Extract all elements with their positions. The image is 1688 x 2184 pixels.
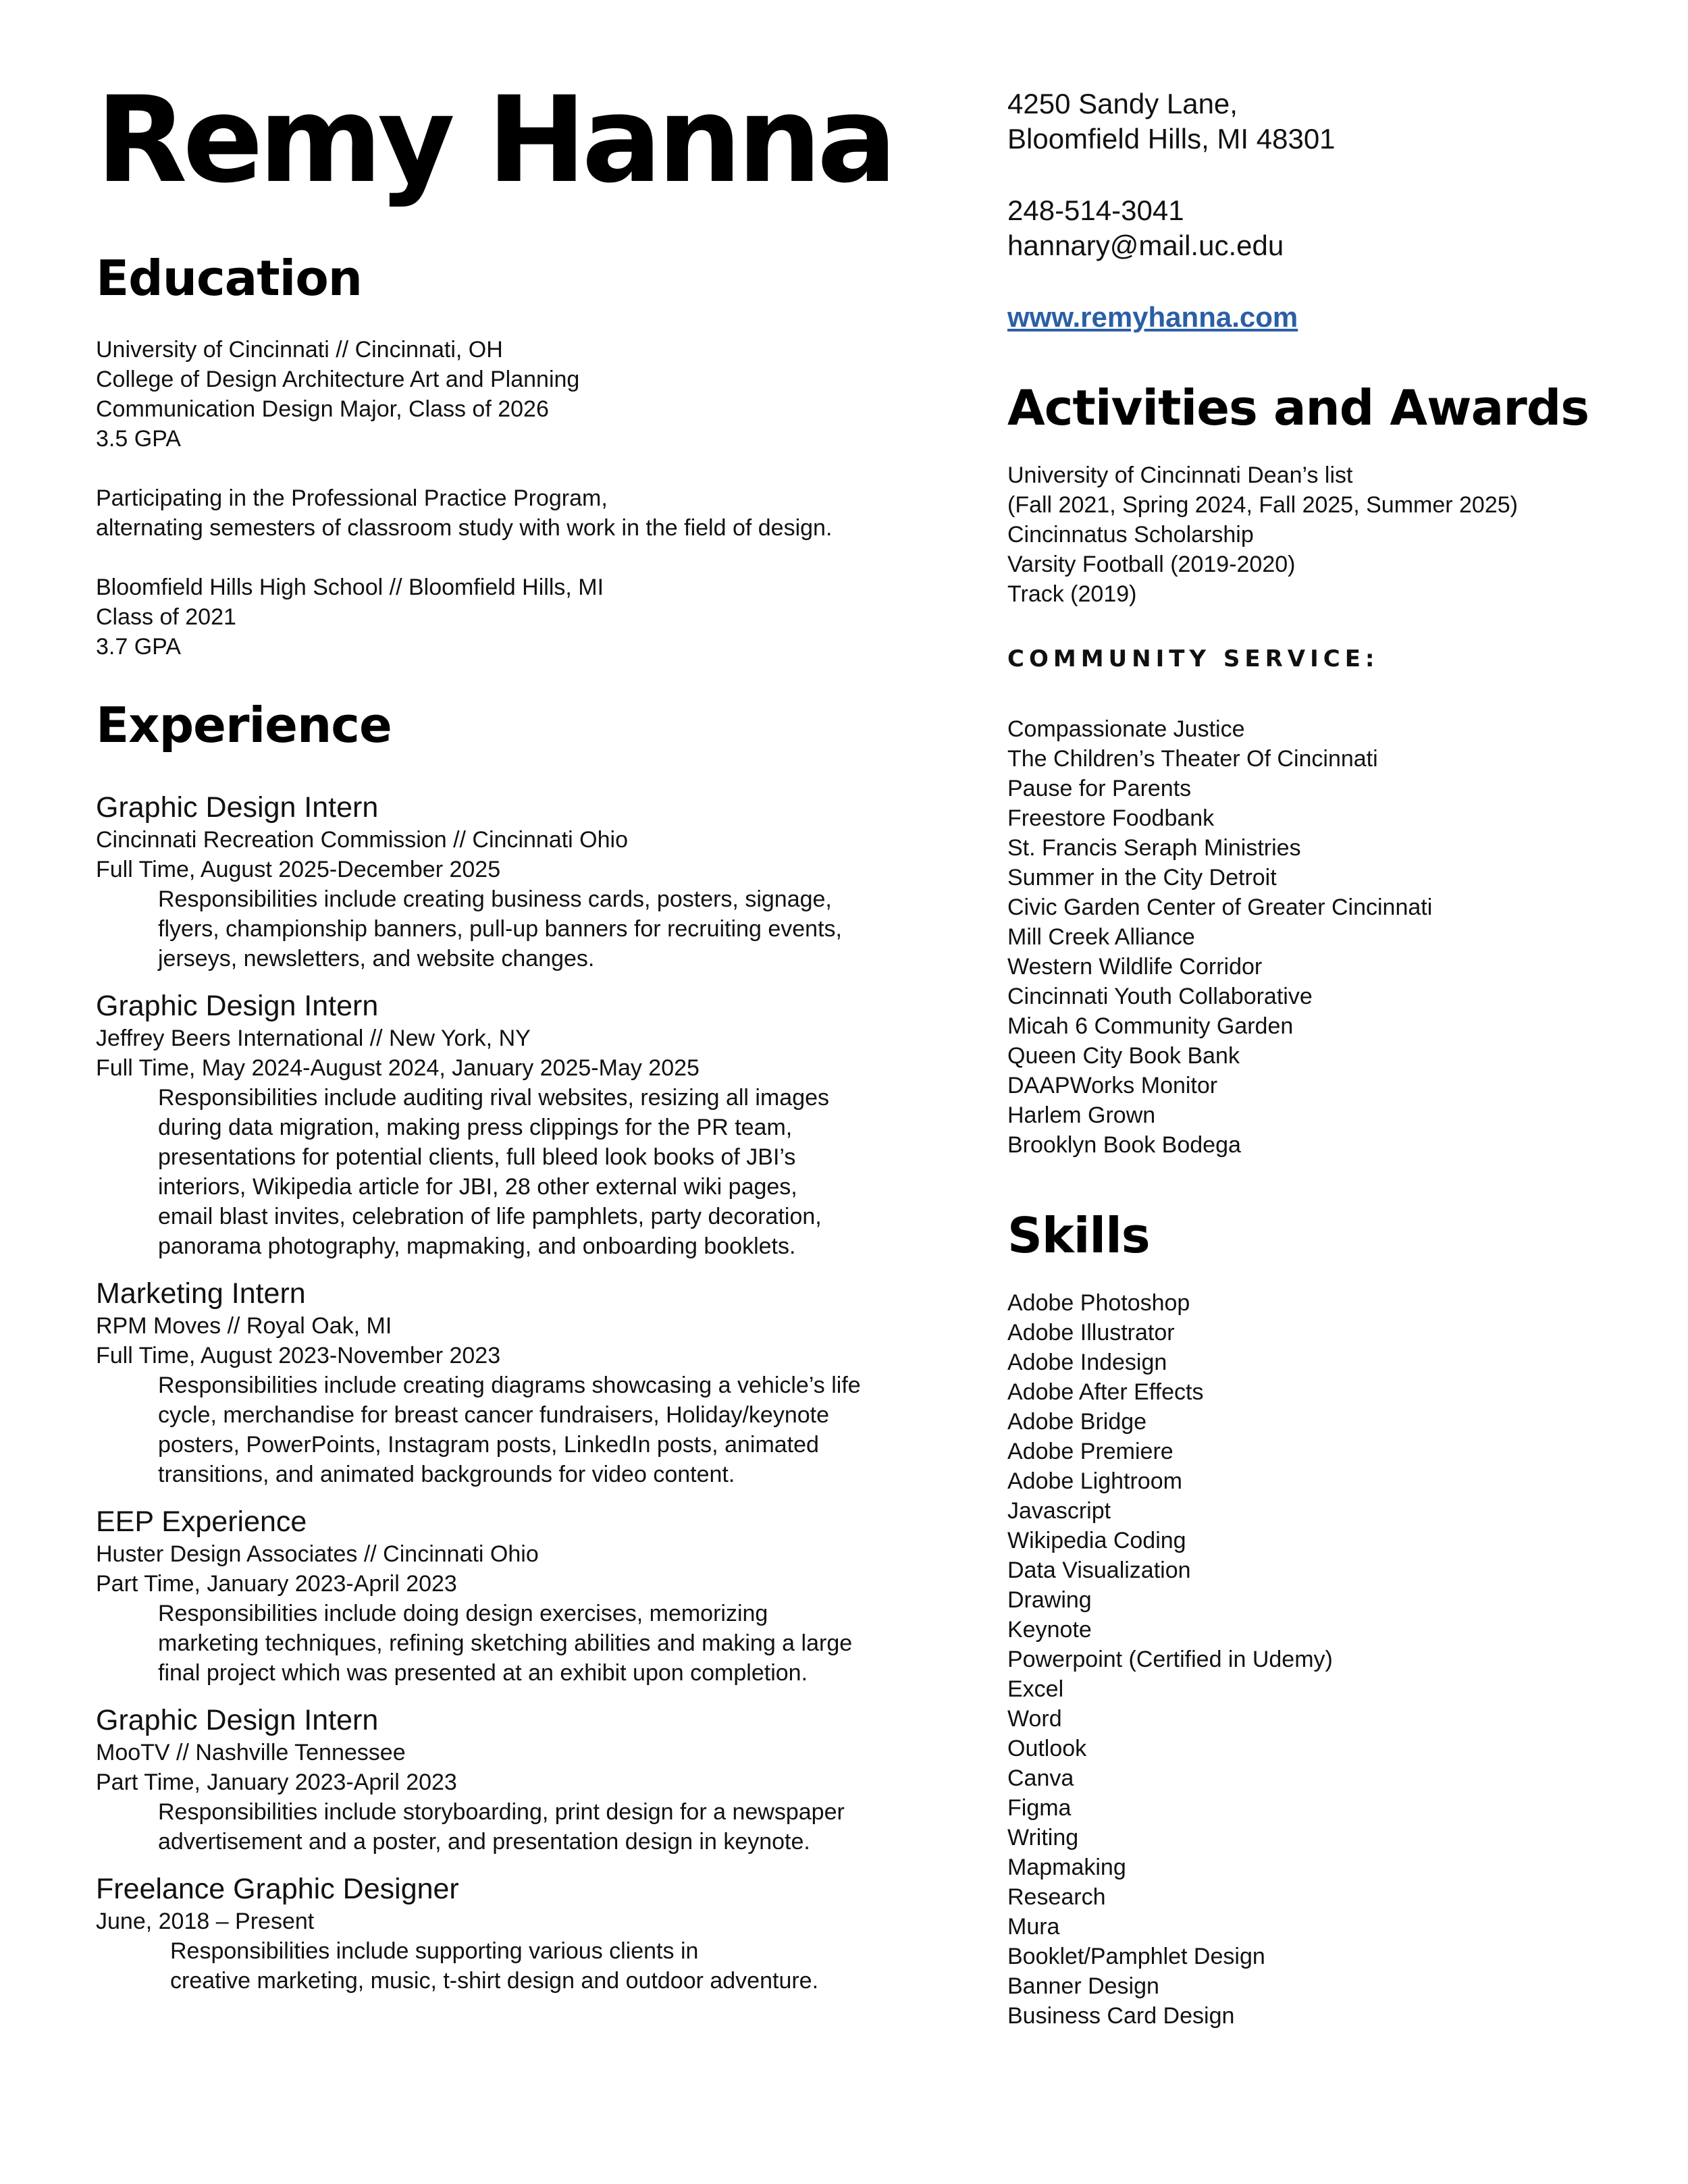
- job-desc: flyers, championship banners, pull-up banners for recruiting events,: [158, 916, 842, 942]
- community-item: Freestore Foodbank: [1007, 805, 1215, 831]
- job-title: EEP Experience: [96, 1506, 307, 1538]
- job-org: Huster Design Associates // Cincinnati Ohio: [96, 1541, 539, 1567]
- job-desc: cycle, merchandise for breast cancer fundraisers, Holiday/keynote: [158, 1402, 830, 1428]
- skill-item: Business Card Design: [1007, 2003, 1235, 2029]
- education-line: alternating semesters of classroom study with work in the field of design.: [96, 515, 833, 541]
- community-item: DAAPWorks Monitor: [1007, 1073, 1218, 1098]
- education-line: Class of 2021: [96, 604, 236, 630]
- job-desc: during data migration, making press clippings for the PR team,: [158, 1115, 793, 1140]
- activities-heading: Activities and Awards: [1007, 379, 1589, 436]
- activities-section: [1007, 379, 1656, 1160]
- address-line: 4250 Sandy Lane,: [1007, 88, 1238, 119]
- skill-item: Outlook: [1007, 1736, 1087, 1761]
- community-item: Compassionate Justice: [1007, 716, 1245, 742]
- activity-item: Varsity Football (2019-2020): [1007, 552, 1296, 577]
- community-item: Western Wildlife Corridor: [1007, 954, 1263, 980]
- skill-item: Keynote: [1007, 1617, 1092, 1643]
- job-desc: jerseys, newsletters, and website changes.: [158, 946, 595, 971]
- skill-item: Adobe Bridge: [1007, 1409, 1147, 1435]
- skill-item: Canva: [1007, 1765, 1074, 1791]
- job-desc: Responsibilities include creating business cards, posters, signage,: [158, 886, 832, 912]
- education-line: 3.7 GPA: [96, 634, 181, 660]
- job-entry: [96, 1871, 953, 1996]
- skill-item: Banner Design: [1007, 1973, 1159, 1999]
- job-dates: Full Time, August 2023-November 2023: [96, 1343, 501, 1368]
- community-item: Pause for Parents: [1007, 776, 1192, 801]
- job-org: RPM Moves // Royal Oak, MI: [96, 1313, 392, 1339]
- education-line: University of Cincinnati // Cincinnati, OH: [96, 337, 503, 363]
- skills-section: [1007, 1207, 1656, 2031]
- education-line: Communication Design Major, Class of 2026: [96, 396, 549, 422]
- phone-number: 248-514-3041: [1007, 194, 1184, 226]
- job-desc: Responsibilities include doing design exercises, memorizing: [158, 1601, 768, 1626]
- skill-item: Adobe Photoshop: [1007, 1290, 1190, 1316]
- job-entry: [96, 1276, 953, 1489]
- skill-item: Javascript: [1007, 1498, 1111, 1524]
- job-desc: interiors, Wikipedia article for JBI, 28 other external wiki pages,: [158, 1174, 797, 1200]
- skill-item: Excel: [1007, 1676, 1064, 1702]
- job-title: Graphic Design Intern: [96, 990, 379, 1022]
- experience-section: [96, 697, 953, 1996]
- website-link[interactable]: www.remyhanna.com: [1007, 301, 1298, 333]
- skill-item: Adobe Lightroom: [1007, 1468, 1182, 1494]
- job-desc: Responsibilities include supporting various clients in: [170, 1938, 699, 1964]
- left-column: [96, 71, 953, 1996]
- community-service-heading: COMMUNITY SERVICE:: [1007, 645, 1379, 672]
- skill-item: Drawing: [1007, 1587, 1092, 1613]
- skill-item: Powerpoint (Certified in Udemy): [1007, 1647, 1333, 1672]
- education-heading: Education: [96, 250, 363, 307]
- community-item: The Children’s Theater Of Cincinnati: [1007, 746, 1378, 772]
- education-section: [96, 250, 953, 662]
- job-dates: Full Time, August 2025-December 2025: [96, 857, 501, 882]
- job-desc: Responsibilities include creating diagrams showcasing a vehicle’s life: [158, 1373, 861, 1398]
- activity-item: (Fall 2021, Spring 2024, Fall 2025, Summer 2025): [1007, 492, 1518, 518]
- job-org: Cincinnati Recreation Commission // Cincinnati Ohio: [96, 827, 628, 853]
- job-org: MooTV // Nashville Tennessee: [96, 1740, 406, 1765]
- job-desc: Responsibilities include auditing rival websites, resizing all images: [158, 1085, 830, 1111]
- job-org: Jeffrey Beers International // New York, NY: [96, 1026, 531, 1051]
- skill-item: Research: [1007, 1884, 1106, 1910]
- job-desc: marketing techniques, refining sketching abilities and making a large: [158, 1630, 853, 1656]
- job-dates: Part Time, January 2023-April 2023: [96, 1769, 457, 1795]
- resume-name: Remy Hanna: [96, 71, 893, 209]
- skill-item: Mapmaking: [1007, 1855, 1126, 1880]
- skill-item: Writing: [1007, 1825, 1079, 1850]
- education-line: College of Design Architecture Art and Planning: [96, 367, 580, 392]
- skill-item: Figma: [1007, 1795, 1072, 1821]
- job-desc: panorama photography, mapmaking, and onboarding booklets.: [158, 1233, 796, 1259]
- skills-heading: Skills: [1007, 1207, 1150, 1264]
- job-desc: email blast invites, celebration of life pamphlets, party decoration,: [158, 1204, 822, 1229]
- job-desc: posters, PowerPoints, Instagram posts, LinkedIn posts, animated: [158, 1432, 819, 1458]
- skill-item: Booklet/Pamphlet Design: [1007, 1944, 1265, 1969]
- job-entry: [96, 1504, 953, 1688]
- job-title: Freelance Graphic Designer: [96, 1873, 459, 1905]
- job-desc: transitions, and animated backgrounds for video content.: [158, 1462, 735, 1487]
- contact-block: [1007, 86, 1656, 335]
- job-dates: Part Time, January 2023-April 2023: [96, 1571, 457, 1597]
- activity-item: Track (2019): [1007, 581, 1137, 607]
- activity-item: University of Cincinnati Dean’s list: [1007, 462, 1353, 488]
- skill-item: Data Visualization: [1007, 1557, 1191, 1583]
- community-item: Cincinnati Youth Collaborative: [1007, 984, 1313, 1009]
- skill-item: Wikipedia Coding: [1007, 1528, 1186, 1553]
- community-item: Civic Garden Center of Greater Cincinnati: [1007, 895, 1433, 920]
- community-item: St. Francis Seraph Ministries: [1007, 835, 1301, 861]
- job-title: Marketing Intern: [96, 1277, 306, 1310]
- job-desc: final project which was presented at an exhibit upon completion.: [158, 1660, 808, 1686]
- skill-item: Mura: [1007, 1914, 1060, 1940]
- skill-item: Adobe Premiere: [1007, 1439, 1173, 1464]
- job-title: Graphic Design Intern: [96, 1704, 379, 1736]
- job-desc: advertisement and a poster, and presentation design in keynote.: [158, 1829, 810, 1855]
- community-item: Harlem Grown: [1007, 1102, 1156, 1128]
- right-column: [1007, 86, 1656, 2031]
- education-line: Bloomfield Hills High School // Bloomfield Hills, MI: [96, 575, 604, 600]
- skill-item: Word: [1007, 1706, 1062, 1732]
- skill-item: Adobe Illustrator: [1007, 1320, 1175, 1346]
- job-desc: creative marketing, music, t-shirt design and outdoor adventure.: [170, 1968, 819, 1994]
- community-item: Queen City Book Bank: [1007, 1043, 1240, 1069]
- skill-item: Adobe After Effects: [1007, 1379, 1204, 1405]
- skill-item: Adobe Indesign: [1007, 1350, 1167, 1375]
- job-entry: [96, 1703, 953, 1857]
- community-item: Summer in the City Detroit: [1007, 865, 1277, 890]
- community-item: Micah 6 Community Garden: [1007, 1013, 1294, 1039]
- job-entry: [96, 790, 953, 974]
- address-line: Bloomfield Hills, MI 48301: [1007, 123, 1336, 155]
- job-desc: presentations for potential clients, full bleed look books of JBI’s: [158, 1144, 796, 1170]
- experience-heading: Experience: [96, 697, 392, 753]
- education-line: Participating in the Professional Practice Program,: [96, 485, 608, 511]
- job-org: June, 2018 – Present: [96, 1909, 315, 1934]
- job-dates: Full Time, May 2024-August 2024, January 2025-May 2025: [96, 1055, 700, 1081]
- job-title: Graphic Design Intern: [96, 791, 379, 824]
- education-line: 3.5 GPA: [96, 426, 181, 452]
- job-desc: Responsibilities include storyboarding, print design for a newspaper: [158, 1799, 845, 1825]
- community-item: Mill Creek Alliance: [1007, 924, 1195, 950]
- job-entry: [96, 988, 953, 1261]
- email-address: hannary@mail.uc.edu: [1007, 230, 1284, 261]
- activity-item: Cincinnatus Scholarship: [1007, 522, 1254, 548]
- community-item: Brooklyn Book Bodega: [1007, 1132, 1241, 1158]
